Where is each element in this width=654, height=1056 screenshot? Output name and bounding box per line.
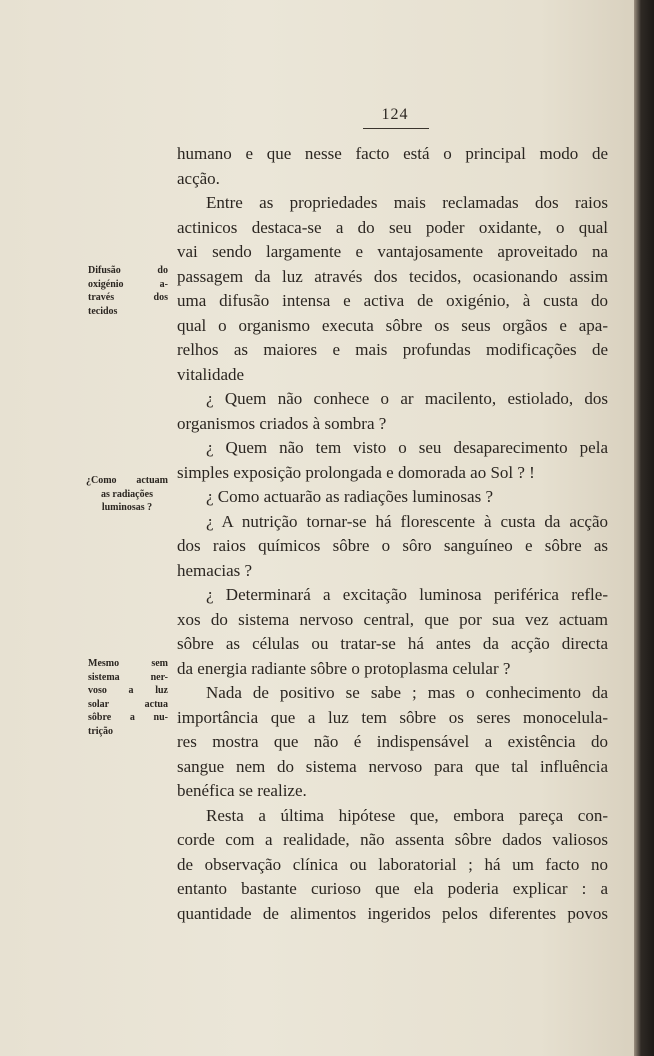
margin-note-line: voso a luz [88,685,168,696]
text-line: sangue nem do sistema nervoso para que tal influência [177,756,608,776]
text-line: res mostra que não é indispensável a existência do [177,732,608,751]
text-line: ¿ Como actuarão as radiações luminosas ? [206,487,494,506]
page-number-rule [363,128,429,129]
text-line: benéfica se realize. [177,781,307,800]
text-line: Resta a última hipótese que, embora pareça con- [206,805,608,825]
text-line: quantidade de alimentos ingeridos pelos diferentes povos [177,903,608,923]
text-line: ¿ Quem não conhece o ar macilento, estiolado, dos [206,389,608,408]
text-line: humano e que nesse facto está o principal modo de [177,144,608,163]
text-line: vai sendo largamente e vantajosamente aproveitado na [177,242,608,261]
text-line: Entre as propriedades mais reclamadas dos raios [206,193,608,212]
text-line: simples exposição prolongada e domorada ao Sol ? ! [177,462,535,482]
page-number: 124 [381,106,409,123]
text-line: xos do sistema nervoso central, que por sua vez actuam [177,609,608,629]
text-line: dos raios químicos sôbre o sôro sanguíneo e sôbre as [177,536,608,555]
text-line: da energia radiante sôbre o protoplasma celular ? [177,658,511,678]
margin-note-line: ¿Como actuam [86,475,168,486]
margin-note-line: oxigénio a- [88,278,168,290]
text-line: organismos criados à sombra ? [177,413,387,433]
text-line: hemacias ? [177,560,253,580]
text-line: importância que a luz tem sôbre os seres monocelula- [177,707,608,727]
margin-note-line: Difusão do [88,265,168,276]
margin-note-line: as radiações [101,488,153,500]
text-line: acção. [177,168,220,188]
text-line: de observação clínica ou laboratorial ; há um facto no [177,854,608,874]
main-text [177,142,608,926]
text-line: passagem da luz através dos tecidos, ocasionando assim [177,266,608,286]
margin-note-line: Mesmo sem [88,658,168,669]
margin-note-nutrition [88,657,168,738]
margin-note-radiation-action [86,474,168,515]
margin-note-line: sôbre a nu- [88,712,168,723]
text-line: sôbre as células ou tratar-se há antes da acção directa [177,634,608,653]
text-line: actinicos destaca-se a do seu poder oxidante, o qual [177,217,608,237]
text-line: corde com a realidade, não assenta sôbre dados valiosos [177,830,608,849]
book-spine-shadow [634,0,654,1056]
text-line: entanto bastante curioso que ela poderia explicar : a [177,879,608,898]
margin-note-line: sistema ner- [88,671,168,683]
text-line: ¿ Quem não tem visto o seu desaparecimento pela [206,438,608,457]
margin-note-oxygen-diffusion [88,264,168,318]
margin-note-line: tecidos [88,305,118,317]
text-line: vitalidade [177,364,245,384]
margin-note-line: luminosas ? [101,502,153,513]
text-line: qual o organismo executa sôbre os seus orgãos e apa- [177,315,608,335]
margin-note-line: trição [88,725,113,737]
margin-note-line: través dos [88,292,168,303]
text-line: ¿ Determinará a excitação luminosa periférica refle- [206,585,608,604]
text-line: uma difusão intensa e activa de oxigénio, à custa do [177,291,608,310]
text-line: Nada de positivo se sabe ; mas o conhecimento da [206,683,608,702]
margin-note-line: solar actua [88,698,168,710]
text-line: ¿ A nutrição tornar-se há florescente à custa da acção [206,511,608,531]
text-line: relhos as maiores e mais profundas modificações de [177,340,608,359]
